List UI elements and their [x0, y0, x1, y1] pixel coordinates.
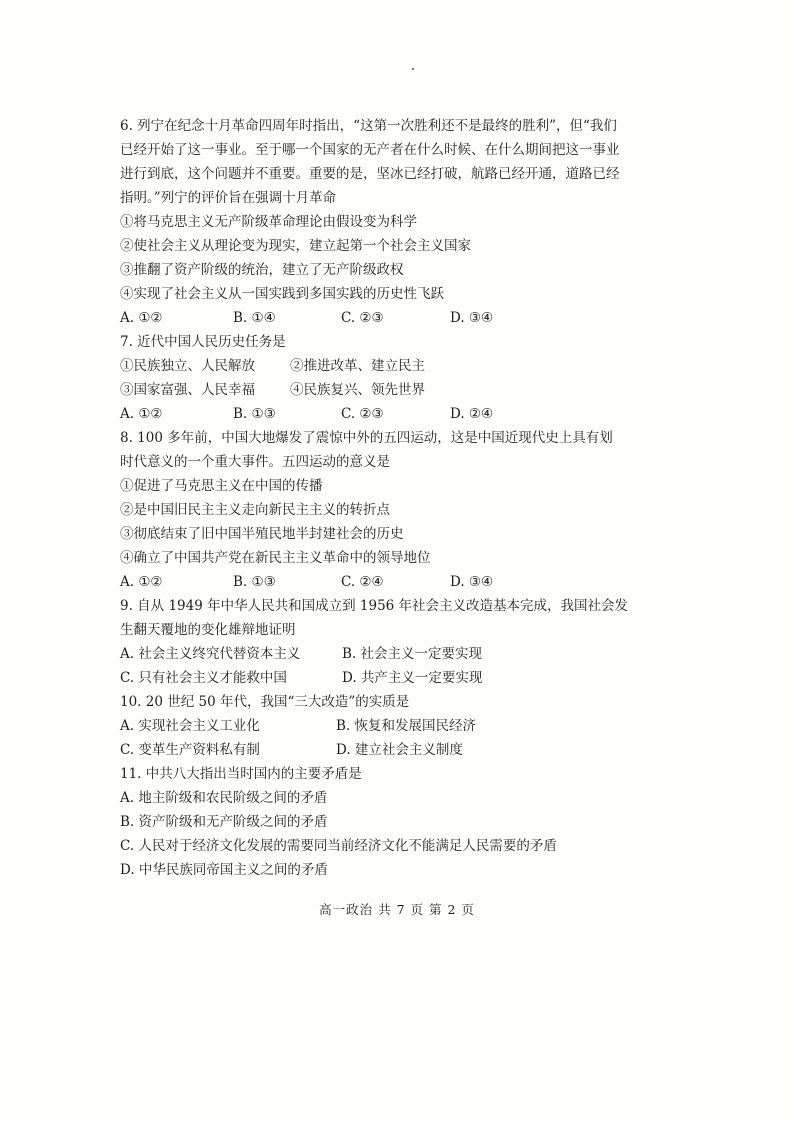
question-6-item: ②使社会主义从理论变为现实，建立起第一个社会主义国家	[120, 238, 471, 254]
option-a: A. 社会主义终究代替资本主义	[120, 646, 301, 662]
question-9-options-row	[120, 666, 680, 690]
question-7	[120, 330, 680, 426]
option-c: C. ②③	[341, 310, 384, 326]
question-8-stem-line: 时代意义的一个重大事件。五四运动的意义是	[120, 454, 390, 470]
question-7-item: ①民族独立、人民解放	[120, 358, 255, 374]
question-6-options	[120, 306, 680, 330]
option-c: C. 人民对于经济文化发展的需要同当前经济文化不能满足人民需要的矛盾	[120, 838, 557, 854]
option-c: C. ②④	[341, 574, 384, 590]
option-d: D. 共产主义一定要实现	[342, 670, 483, 686]
question-6-stem-line: 进行到底，这个问题并不重要。重要的是，坚冰已经打破，航路已经开通，道路已经	[120, 166, 620, 182]
option-c: C. 变革生产资料私有制	[120, 742, 260, 758]
question-7-items-row	[120, 378, 680, 402]
option-d: D. 建立社会主义制度	[336, 742, 463, 758]
option-c: C. 只有社会主义才能救中国	[120, 670, 287, 686]
question-11	[120, 762, 680, 882]
question-7-items-row	[120, 354, 680, 378]
question-6-stem-line: 指明。”列宁的评价旨在强调十月革命	[120, 190, 337, 206]
question-8-item: ④确立了中国共产党在新民主主义革命中的领导地位	[120, 550, 431, 566]
question-8-options	[120, 570, 680, 594]
question-7-item: ②推进改革、建立民主	[290, 358, 425, 374]
option-d: D. ③④	[450, 574, 494, 590]
question-9-stem-line: 9. 自从 1949 年中华人民共和国成立到 1956 年社会主义改造基本完成，我国社会发	[120, 598, 629, 614]
option-b: B. ①③	[233, 406, 276, 422]
question-8-item: ①促进了马克思主义在中国的传播	[120, 478, 323, 494]
question-6-item: ①将马克思主义无产阶级革命理论由假设变为科学	[120, 214, 417, 230]
question-10-options-row	[120, 714, 680, 738]
option-a: A. ①②	[120, 574, 163, 590]
question-10-options-row	[120, 738, 680, 762]
option-b: B. 社会主义一定要实现	[342, 646, 483, 662]
question-9	[120, 594, 680, 690]
question-6-stem-line: 6. 列宁在纪念十月革命四周年时指出，“这第一次胜利还不是最终的胜利”，但“我们	[120, 118, 617, 134]
option-b: B. 资产阶级和无产阶级之间的矛盾	[120, 814, 328, 830]
question-9-stem-line: 生翻天覆地的变化雄辩地证明	[120, 622, 296, 638]
option-b: B. ①③	[233, 574, 276, 590]
question-7-item: ③国家富强、人民幸福	[120, 382, 255, 398]
question-6-stem-line: 已经开始了这一事业。至于哪一个国家的无产者在什么时候、在什么期间把这一事业	[120, 142, 620, 158]
option-b: B. 恢复和发展国民经济	[336, 718, 477, 734]
option-a: A. ①②	[120, 406, 163, 422]
question-8-stem-line: 8. 100 多年前，中国大地爆发了震惊中外的五四运动，这是中国近现代史上具有划	[120, 430, 613, 446]
question-7-stem: 7. 近代中国人民历史任务是	[120, 334, 286, 350]
question-8-item: ③彻底结束了旧中国半殖民地半封建社会的历史	[120, 526, 404, 542]
option-a: A. 实现社会主义工业化	[120, 718, 260, 734]
question-10-stem: 10. 20 世纪 50 年代，我国“三大改造”的实质是	[120, 694, 410, 710]
option-d: D. 中华民族同帝国主义之间的矛盾	[120, 862, 328, 878]
question-9-options-row	[120, 642, 680, 666]
question-11-stem: 11. 中共八大指出当时国内的主要矛盾是	[120, 766, 362, 782]
question-7-options	[120, 402, 680, 426]
question-8	[120, 426, 680, 594]
scan-speck	[412, 68, 414, 70]
question-6	[120, 114, 680, 330]
option-a: A. 地主阶级和农民阶级之间的矛盾	[120, 790, 328, 806]
question-10	[120, 690, 680, 762]
option-d: D. ③④	[450, 310, 494, 326]
question-7-item: ④民族复兴、领先世界	[290, 382, 425, 398]
page-footer: 高一政治 共 7 页 第 2 页	[319, 902, 475, 917]
question-6-item: ③推翻了资产阶级的统治，建立了无产阶级政权	[120, 262, 404, 278]
option-d: D. ②④	[450, 406, 494, 422]
question-6-item: ④实现了社会主义从一国实践到多国实践的历史性飞跃	[120, 286, 444, 302]
question-8-item: ②是中国旧民主主义走向新民主主义的转折点	[120, 502, 390, 518]
option-b: B. ①④	[233, 310, 276, 326]
option-c: C. ②③	[341, 406, 384, 422]
option-a: A. ①②	[120, 310, 163, 326]
